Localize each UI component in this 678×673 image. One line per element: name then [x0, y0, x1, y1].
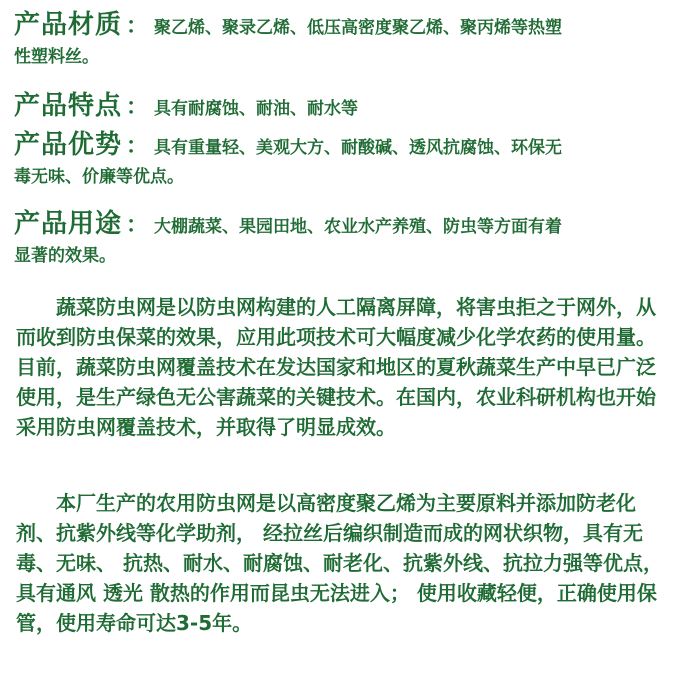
description-paragraph-1: 蔬菜防虫网是以防虫网构建的人工隔离屏障，将害虫拒之于网外，从而收到防虫保菜的效果，应用此项技术可大幅度减少化学农药的使用量。目前，蔬菜防虫网覆盖技术在发达国家和地区的夏秋蔬菜生产中早已广泛使用，是生产绿色无公害蔬菜的关键技术。在国内，农业科研机构也开始采用防虫网覆盖技术，并取得了明显成效。 [16, 295, 656, 439]
spec-text: 具有重量轻、美观大方、耐酸碱、透风抗腐蚀、环保无 [154, 138, 563, 158]
spec-features [14, 85, 664, 125]
description-paragraph-2: 本厂生产的农用防虫网是以高密度聚乙烯为主要原料并添加防老化剂、抗紫外线等化学助剂， 经拉丝后编织制造而成的网状织物，具有无毒、无味、 抗热、耐水、耐腐蚀、耐老化、抗紫外线、抗拉力强等优点，具有通风 透光 散热的作用而昆虫无法进入； 使用收藏轻便，正确使用保管，使用寿命可达3-5年。 [16, 491, 663, 635]
spec-text: 具有耐腐蚀、耐油、耐水等 [154, 99, 359, 119]
spec-text-continued: 毒无味、价廉等优点。 [14, 167, 184, 187]
spec-heading: 产品材质 [14, 10, 123, 40]
spec-text: 大棚蔬菜、果园田地、农业水产养殖、防虫等方面有着 [154, 217, 563, 237]
spec-heading: 产品特点 [14, 91, 123, 121]
spec-text: 聚乙烯、聚录乙烯、低压高密度聚乙烯、聚丙烯等热塑 [154, 18, 563, 38]
spec-material [14, 4, 664, 72]
spec-text-continued: 显著的效果。 [14, 246, 116, 266]
spec-colon: ： [126, 213, 149, 238]
spec-advantages [14, 124, 664, 192]
spec-text-continued: 性塑料丝。 [14, 47, 99, 67]
spec-uses [14, 203, 664, 271]
spec-colon: ： [126, 14, 149, 39]
spec-heading: 产品优势 [14, 130, 123, 160]
spec-colon: ： [126, 134, 149, 159]
spec-colon: ： [126, 95, 149, 120]
spec-heading: 产品用途 [14, 209, 123, 239]
